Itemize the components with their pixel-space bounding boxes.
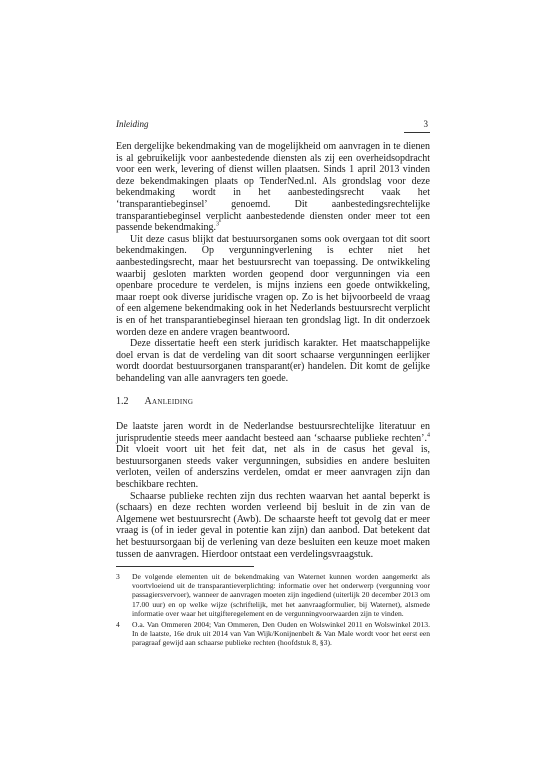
footnote-text: De volgende elementen uit de bekendmaking van Waternet kunnen worden aangemerkt als voortvloeiend uit de transparantieverplichting: informatie over het onderwerp (vergunning voor passagiersvervoer), wanneer de aanvragen moeten zijn ingediend (uiterlijk 20 december 2013 om 17.00 uur) en op welke wijze (schriftelijk, met het aanvraagformulier, bij Waternet), alsmede informatie over waar het uitgifteregelement en de vergunningvoorwaarden zijn te vinden. <box>132 572 430 618</box>
intro-body <box>116 141 430 384</box>
running-head-title: Inleiding <box>116 119 149 129</box>
section-heading <box>116 396 430 407</box>
footnotes <box>116 572 430 650</box>
paragraph <box>116 141 430 234</box>
paragraph: Uit deze casus blijkt dat bestuursorganen soms ook overgaan tot dit soort bekendmakingen. Op vergunningverlening is echter niet het aanbestedingsrecht, maar het bestuursrecht van toepassing. De ontwikkeling waarbij gesloten markten worden geopend door vergunningen via een openbare procedure te verdelen, is mijns inziens een goede ontwikkeling, maar roept ook diverse juridische vragen op. Zo is het bijvoorbeeld de vraag of een algemene bekendmaking ook in het Nederlands bestuursrecht verplicht is en of het transparantiebeginsel hieraan ten grondslag ligt. In dit onderzoek worden deze en andere vragen beantwoord. <box>116 233 430 338</box>
footnote-separator <box>116 566 254 567</box>
footnote-ref: 4 <box>427 432 430 439</box>
paragraph-text: Een dergelijke bekendmaking van de mogelijkheid om aanvragen in te dienen is al gebruikelijk voor aanbestedende diensten als zij een overheidsopdracht voor een werk, levering of dienst willen plaatsen. Sinds 1 april 2013 vinden deze bekendmakingen plaats op TenderNed.nl. Als grondslag voor deze bekendmaking wordt in het aanbestedingsrecht vaak het ‘transparantiebeginsel’ genoemd. Dit aanbestedingsrechtelijke transparantiebeginsel verplicht aanbestedende diensten onder meer tot een passende bekendmaking. <box>116 141 430 234</box>
footnote-number: 4 <box>116 620 120 630</box>
footnote <box>116 620 430 648</box>
section-title: Aanleiding <box>144 396 194 407</box>
running-head <box>116 119 430 133</box>
paragraph <box>116 421 430 491</box>
paragraph: Schaarse publieke rechten zijn dus rechten waarvan het aantal beperkt is (schaars) en deze rechten worden verleend bij besluit in de zin van de Algemene wet bestuursrecht (Awb). De schaarste heeft tot gevolg dat er meer vraag is (of in ieder geval in potentie kan zijn) dan aanbod. Dat betekent dat het bestuursorgaan bij de verlening van deze besluiten een keuze moet maken tussen de aanvragen. Hierdoor ontstaat een verdelingsvraagstuk. <box>116 490 430 560</box>
paragraph-text: Dit vloeit voort uit het feit dat, net als in de casus het geval is, bestuursorganen steeds vaker vergunningen, subsidies en andere besluiten verloten, veilen of anderszins verdelen, omdat er meer aanvragen zijn dan beschikbare rechten. <box>116 444 430 490</box>
section-body <box>116 421 430 560</box>
paragraph-text: De laatste jaren wordt in de Nederlandse bestuursrechtelijke literatuur en jurisprudentie steeds meer aandacht besteed aan ‘schaarse publieke rechten’. <box>116 421 430 444</box>
footnote <box>116 572 430 618</box>
footnote-text: O.a. Van Ommeren 2004; Van Ommeren, Den Ouden en Wolswinkel 2011 en Wolswinkel 2013. In de laatste, 16e druk uit 2014 van Van Wijk/Konijnenbelt & Van Male wordt voor het eerst een paragraaf gewijd aan schaarse publieke rechten (hoofdstuk 8, §3). <box>132 620 430 648</box>
paragraph: Deze dissertatie heeft een sterk juridisch karakter. Het maatschappelijke doel ervan is dat de verdeling van dit soort schaarse vergunningen eerlijker wordt doordat bestuursorganen transparant(er) handelen. Dit komt de gelijke behandeling van alle aanvragers ten goede. <box>116 338 430 384</box>
section-number: 1.2 <box>116 396 129 407</box>
footnote-ref: 3 <box>215 221 219 228</box>
page-number-rule <box>404 132 430 133</box>
page-number: 3 <box>423 119 428 129</box>
footnote-number: 3 <box>116 572 120 581</box>
